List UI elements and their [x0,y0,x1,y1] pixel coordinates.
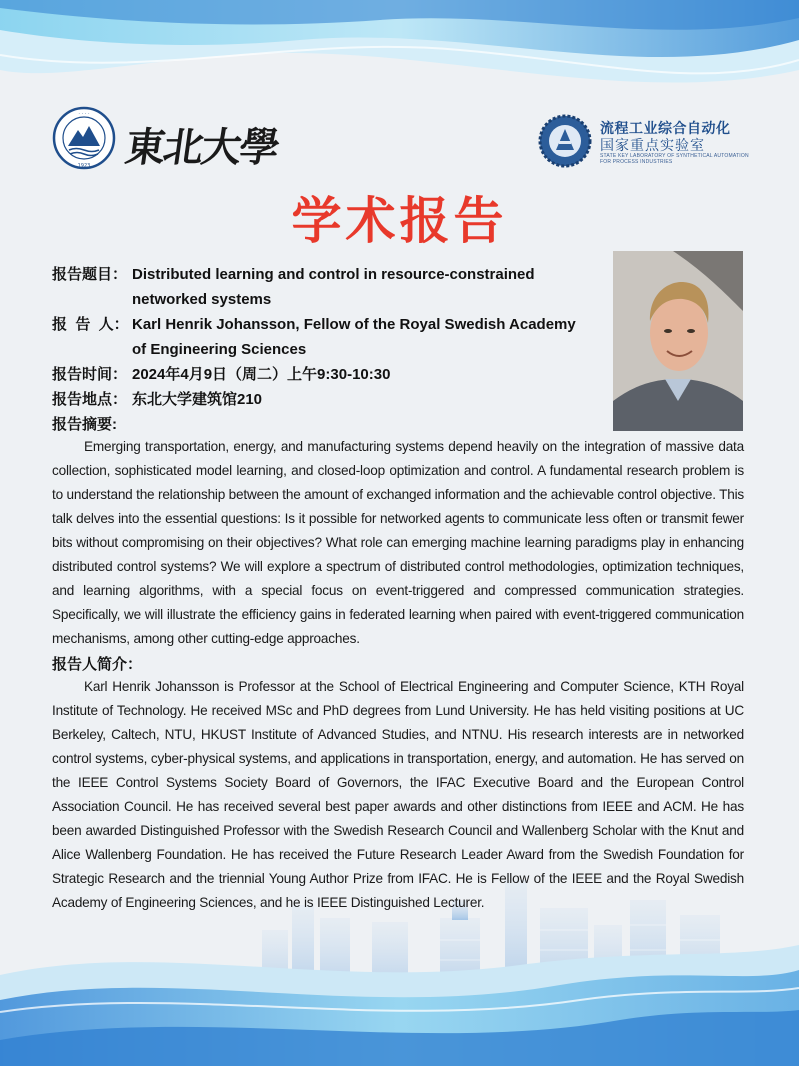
location-value: 东北大学建筑馆210 [132,391,263,408]
lab-name-english: STATE KEY LABORATORY OF SYNTHETICAL AUTOMATION FOR PROCESS INDUSTRIES [600,153,749,165]
abstract-heading: 报告摘要: [52,416,117,433]
location-row [52,387,592,412]
location-label: 报告地点： [52,391,128,408]
svg-text:· · · ·: · · · · [78,111,90,117]
topic-row [52,262,592,312]
time-row [52,362,592,387]
speaker-value: Karl Henrik Johansson, Fellow of the Royal Swedish Academy of Engineering Sciences [132,316,576,358]
svg-text:1923: 1923 [77,163,91,169]
lab-emblem-icon [538,114,596,168]
time-label: 报告时间： [52,366,128,383]
university-seal-icon [52,106,116,170]
speaker-label: 报 告 人： [52,316,129,333]
lab-name-line2: 国家重点实验室 [600,137,705,153]
topic-value: Distributed learning and control in resource-constrained networked systems [132,266,535,308]
talk-details [52,262,592,412]
poster-title: 学术报告 [291,192,508,250]
bio-text: Karl Henrik Johansson is Professor at the School of Electrical Engineering and Computer Science, KTH Royal Institute of Technology. He received MSc and PhD degrees from Lund University. He has held visiting positions at UC Berkeley, Caltech, NTU, HKUST Institute of Advanced Studies, and NTNU. His research interests are in networked control systems, cyber-physical systems, and applications in transportation, energy, and automation. He has served on the IEEE Control Systems Society Board of Governors, the IFAC Executive Board and the European Control Association Council. He has received several best paper awards and other distinctions from IEEE and ACM. He has been awarded Distinguished Professor with the Swedish Research Council and Wallenberg Scholar with the Knut and Alice Wallenberg Foundation. He has received the Future Research Leader Award from the Swedish Foundation for Strategic Research and the triennial Young Author Prize from IFAC. He is Fellow of the IEEE and the Royal Swedish Academy of Engineering Sciences, and he is IEEE Distinguished Lecturer. [52,679,744,910]
lab-name-line1: 流程工业综合自动化 [600,120,731,136]
speaker-portrait [613,251,743,431]
speaker-row [52,312,592,362]
abstract-text: Emerging transportation, energy, and manufacturing systems depend heavily on the integration of massive data collection, sophisticated model learning, and closed-loop optimization and control. A fundamental research problem is to understand the relationship between the amount of exchanged information and the achievable control objective. This talk delves into the essential questions: Is it possible for networked agents to communicate less often or transmit fewer bits without compromising on their objectives? What role can emerging machine learning paradigms play in enhancing distributed control systems? We will explore a spectrum of distributed control methodologies, optimization techniques, and learning algorithms, with a special focus on event-triggered and compressed communication strategies. Specifically, we will illustrate the efficiency gains in federated learning when paired with event-triggered communication mechanisms, among other cutting-edge approaches. [52,439,744,646]
bio-heading: 报告人简介： [52,656,143,673]
time-value: 2024年4月9日（周二）上午9:30-10:30 [132,366,391,383]
university-name: 東北大學 [122,124,281,171]
topic-label: 报告题目： [52,266,128,283]
